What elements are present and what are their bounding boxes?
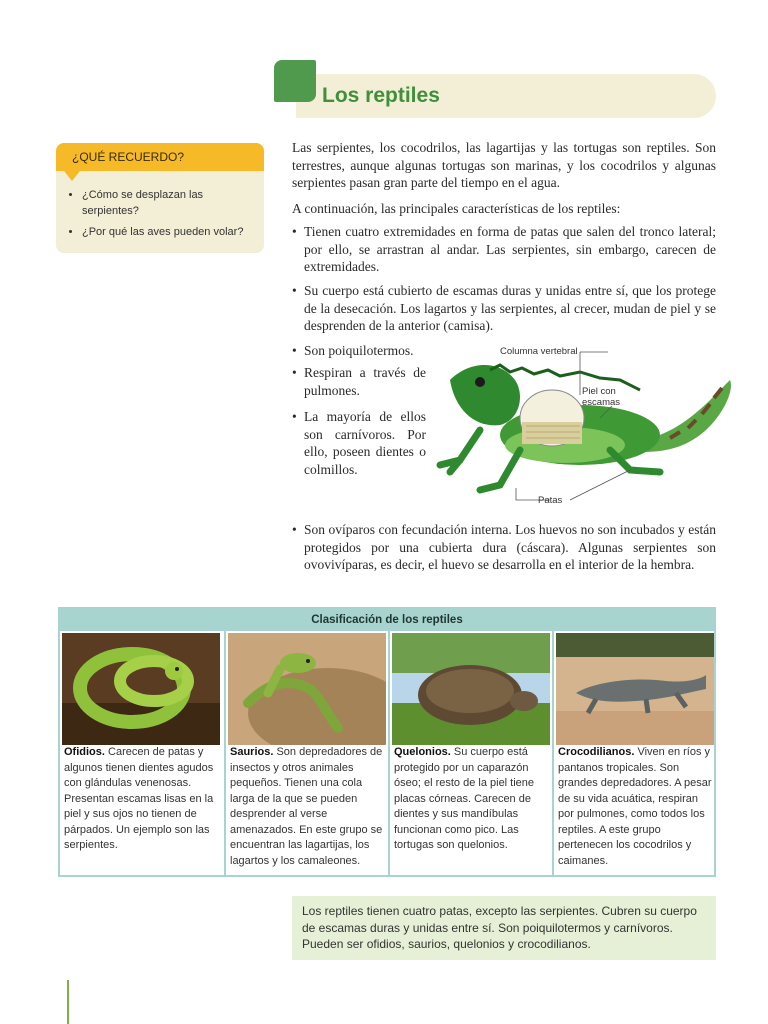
group-name: Ofidios. bbox=[64, 746, 105, 758]
feature-item: • Son poiquilotermos. bbox=[292, 342, 432, 360]
recall-heading-bar bbox=[56, 143, 264, 171]
group-cell-saurians bbox=[224, 631, 388, 875]
group-description bbox=[394, 745, 550, 854]
summary-text: Los reptiles tienen cuatro patas, excepto las serpientes. Cubren su cuerpo de escamas duras y unidas entre sí. Son poiquilotermos y carnívoros. Pueden ser ofidios, saurios, quelonios y crocodilianos. bbox=[302, 904, 697, 951]
summary-box bbox=[292, 896, 716, 960]
lead-paragraph: A continuación, las principales características de los reptiles: bbox=[292, 201, 621, 216]
group-description bbox=[64, 745, 220, 854]
group-name: Saurios. bbox=[230, 746, 274, 758]
feature-item: • Su cuerpo está cubierto de escamas duras y unidas entre sí, que los protege de la desecación. Los lagartos y las serpientes, al crecer, mudan de piel y se desprenden de la anterior (camisa). bbox=[292, 282, 716, 335]
iguana-diagram bbox=[430, 340, 740, 515]
feature-item: • La mayoría de ellos son carnívoros. Por ello, poseen dientes o colmillos. bbox=[292, 408, 426, 478]
label-spine: Columna vertebral bbox=[500, 346, 578, 357]
group-cell-chelonians bbox=[388, 631, 552, 875]
table-heading: Clasificación de los reptiles bbox=[60, 609, 714, 631]
group-text: Carecen de patas y algunos tienen dientes agudos con glándulas venenosas. Presentan escamas lisas en la piel y sus ojos no tienen de párpados. Un ejemplo son las serpientes. bbox=[64, 746, 214, 851]
group-description bbox=[558, 745, 714, 869]
iguana-illustration bbox=[430, 340, 740, 515]
snake-photo bbox=[62, 633, 220, 745]
tortoise-photo bbox=[392, 633, 550, 745]
recall-heading: ¿QUÉ RECUERDO? bbox=[72, 150, 185, 164]
recall-question: • ¿Por qué las aves pueden volar? bbox=[82, 224, 262, 240]
group-name: Quelonios. bbox=[394, 746, 451, 758]
recall-questions bbox=[66, 187, 262, 245]
intro-paragraph: Las serpientes, los cocodrilos, las lagartijas y las tortugas son reptiles. Son terrestres, aunque algunas tortugas son marinas, y los cocodrilos y algunas serpientes pasan gran parte del tiempo en el agua. bbox=[292, 140, 716, 190]
group-cell-ophidians bbox=[60, 631, 222, 875]
classification-table bbox=[58, 607, 716, 877]
group-text: Su cuerpo está protegido por un caparazón óseo; el resto de la piel tiene placas córneas. Carecen de dientes y sus mandíbulas funcionan como pico. Las tortugas son quelonios. bbox=[394, 746, 535, 851]
group-text: Son depredadores de insectos y otros animales pequeños. Tienen una cola larga de la que se pueden desprender al verse amenazados. En este grupo se encuentran las lagartijas, los lagartos y los camaleones. bbox=[230, 746, 383, 867]
recall-question: • ¿Cómo se desplazan las serpientes? bbox=[82, 187, 262, 219]
crocodile-photo bbox=[556, 633, 714, 745]
margin-rule bbox=[67, 980, 69, 1024]
group-text: Viven en ríos y pantanos tropicales. Son grandes depredadores. A pesar de su vida acuática, respiran por pulmones, como todos los reptiles. A este grupo pertenecen los cocodrilos y caimanes. bbox=[558, 746, 712, 867]
page-title: Los reptiles bbox=[322, 84, 440, 107]
feature-item: • Respiran a través de pulmones. bbox=[292, 364, 426, 399]
group-description bbox=[230, 745, 386, 869]
recall-pointer bbox=[64, 171, 80, 181]
feature-item: • Tienen cuatro extremidades en forma de patas que salen del tronco lateral; por ello, se arrastran al andar. Las serpientes, sin embargo, carecen de extremidades. bbox=[292, 223, 716, 276]
group-cell-crocodilians bbox=[552, 631, 716, 875]
lizard-photo bbox=[228, 633, 386, 745]
feature-item: • Son ovíparos con fecundación interna. Los huevos no son incubados y están protegidos por una cubierta dura (cáscara). Algunas serpientes son ovovivíparas, es decir, el huevo se desarrolla en el interior de la hembra. bbox=[292, 521, 716, 574]
title-tab-decoration bbox=[274, 60, 316, 102]
label-legs: Patas bbox=[538, 495, 563, 506]
group-name: Crocodilianos. bbox=[558, 746, 635, 758]
label-skin: Piel con escamas bbox=[582, 386, 621, 408]
